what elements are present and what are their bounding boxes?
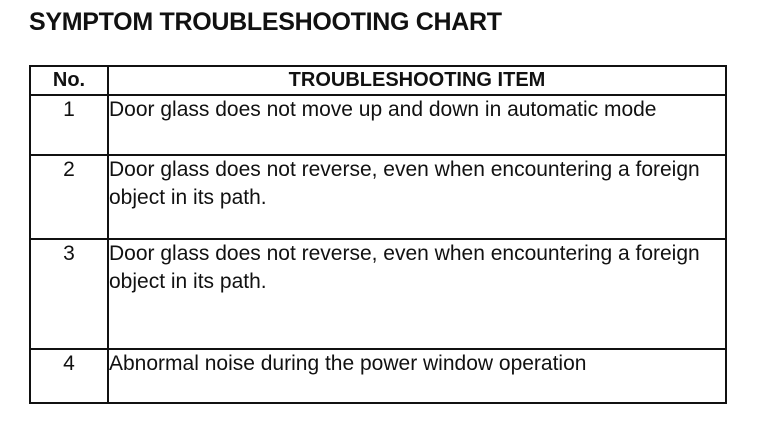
- column-header-no: No.: [30, 66, 108, 95]
- troubleshooting-table: [29, 65, 727, 404]
- table-row: [30, 349, 726, 403]
- row-number: 1: [30, 95, 108, 155]
- row-item: Door glass does not move up and down in automatic mode: [108, 95, 726, 155]
- page-title: SYMPTOM TROUBLESHOOTING CHART: [29, 8, 502, 36]
- column-header-item: TROUBLESHOOTING ITEM: [108, 66, 726, 95]
- row-number: 4: [30, 349, 108, 403]
- table-row: [30, 155, 726, 239]
- table-row: [30, 95, 726, 155]
- row-item: Door glass does not reverse, even when encountering a foreign object in its path.: [108, 239, 726, 349]
- row-number: 3: [30, 239, 108, 349]
- table-row: [30, 239, 726, 349]
- row-item: Abnormal noise during the power window operation: [108, 349, 726, 403]
- table-header-row: [30, 66, 726, 95]
- row-number: 2: [30, 155, 108, 239]
- row-item: Door glass does not reverse, even when encountering a foreign object in its path.: [108, 155, 726, 239]
